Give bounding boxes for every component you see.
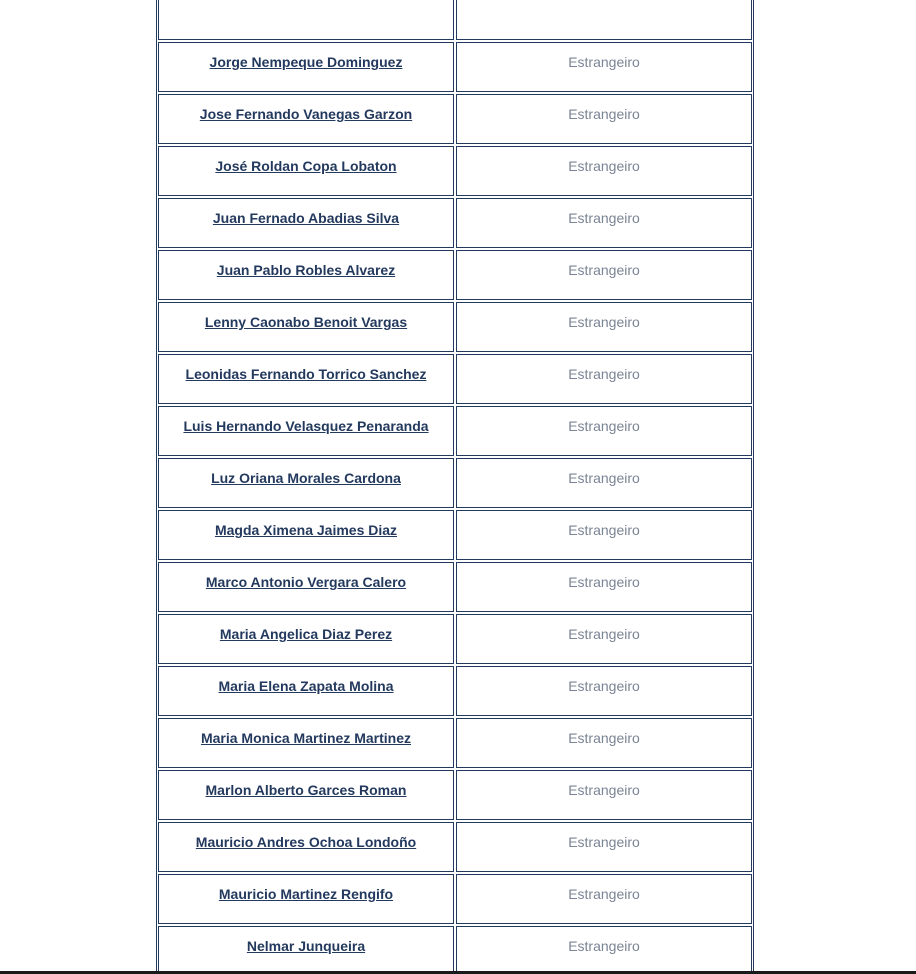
table-row	[158, 94, 752, 144]
member-name-wrapper	[159, 563, 453, 590]
table-row	[158, 302, 752, 352]
member-origin-wrapper	[457, 303, 751, 330]
member-name-cell	[158, 0, 454, 40]
member-name-cell	[158, 302, 454, 352]
member-name-link[interactable]: Luis Hernando Velasquez Penaranda	[183, 418, 429, 434]
member-name-cell	[158, 614, 454, 664]
member-name-wrapper	[159, 823, 453, 850]
member-origin-label: Estrangeiro	[568, 782, 640, 798]
member-origin-label: Estrangeiro	[568, 158, 640, 174]
member-origin-cell	[456, 822, 752, 872]
table-row	[158, 510, 752, 560]
member-origin-label: Estrangeiro	[568, 418, 640, 434]
member-name-cell	[158, 42, 454, 92]
member-origin-label: Estrangeiro	[568, 106, 640, 122]
table-row	[158, 406, 752, 456]
member-origin-cell	[456, 0, 752, 40]
member-name-cell	[158, 770, 454, 820]
member-name-wrapper	[159, 303, 453, 330]
member-table-container	[156, 0, 754, 974]
member-origin-label: Estrangeiro	[568, 522, 640, 538]
member-name-cell	[158, 458, 454, 508]
member-name-wrapper	[159, 719, 453, 746]
member-origin-wrapper	[457, 147, 751, 174]
member-origin-wrapper	[457, 927, 751, 954]
table-row	[158, 562, 752, 612]
member-origin-wrapper	[457, 407, 751, 434]
member-origin-label: Estrangeiro	[568, 54, 640, 70]
member-origin-wrapper	[457, 771, 751, 798]
member-table-body	[158, 0, 752, 974]
member-origin-cell	[456, 198, 752, 248]
member-origin-wrapper	[457, 0, 751, 2]
member-origin-label: Estrangeiro	[568, 314, 640, 330]
member-origin-cell	[456, 874, 752, 924]
member-origin-wrapper	[457, 95, 751, 122]
member-origin-cell	[456, 458, 752, 508]
member-name-wrapper	[159, 407, 453, 434]
table-row	[158, 458, 752, 508]
member-name-link[interactable]: Mauricio Andres Ochoa Londoño	[195, 834, 417, 850]
member-origin-cell	[456, 510, 752, 560]
member-origin-label: Estrangeiro	[568, 210, 640, 226]
table-row	[158, 874, 752, 924]
member-name-wrapper	[159, 511, 453, 538]
member-origin-cell	[456, 302, 752, 352]
table-row	[158, 770, 752, 820]
member-origin-label: Estrangeiro	[568, 678, 640, 694]
member-name-cell	[158, 146, 454, 196]
member-origin-cell	[456, 94, 752, 144]
member-origin-wrapper	[457, 667, 751, 694]
member-name-link[interactable]: Jorge Nempeque Dominguez	[209, 54, 403, 70]
member-name-cell	[158, 406, 454, 456]
member-name-wrapper	[159, 0, 453, 2]
member-origin-label: Estrangeiro	[568, 730, 640, 746]
member-name-wrapper	[159, 43, 453, 70]
member-name-cell	[158, 94, 454, 144]
member-name-cell	[158, 562, 454, 612]
member-name-link[interactable]: Marlon Alberto Garces Roman	[205, 782, 407, 798]
member-origin-wrapper	[457, 199, 751, 226]
member-name-link[interactable]: Maria Elena Zapata Molina	[218, 678, 394, 694]
member-name-link[interactable]: Maria Angelica Diaz Perez	[219, 626, 393, 642]
member-name-link[interactable]: Jose Fernando Vanegas Garzon	[199, 106, 413, 122]
member-origin-wrapper	[457, 251, 751, 278]
member-origin-cell	[456, 354, 752, 404]
member-name-link[interactable]: Leonidas Fernando Torrico Sanchez	[185, 366, 427, 382]
member-name-wrapper	[159, 199, 453, 226]
table-row	[158, 146, 752, 196]
member-name-link[interactable]: Nelmar Junqueira	[246, 938, 366, 954]
member-origin-label: Estrangeiro	[568, 470, 640, 486]
member-name-link[interactable]: Luz Oriana Morales Cardona	[211, 470, 401, 486]
member-origin-cell	[456, 770, 752, 820]
table-row	[158, 822, 752, 872]
member-name-wrapper	[159, 251, 453, 278]
member-name-wrapper	[159, 927, 453, 954]
member-name-cell	[158, 926, 454, 974]
member-origin-label: Estrangeiro	[568, 834, 640, 850]
member-name-wrapper	[159, 459, 453, 486]
member-name-cell	[158, 822, 454, 872]
member-origin-label: Estrangeiro	[568, 626, 640, 642]
table-row	[158, 666, 752, 716]
member-name-cell	[158, 510, 454, 560]
member-origin-cell	[456, 42, 752, 92]
member-origin-cell	[456, 146, 752, 196]
table-row	[158, 614, 752, 664]
member-name-link[interactable]: Mauricio Martinez Rengifo	[218, 886, 394, 902]
member-origin-cell	[456, 614, 752, 664]
member-origin-cell	[456, 406, 752, 456]
member-name-wrapper	[159, 615, 453, 642]
member-name-cell	[158, 354, 454, 404]
member-origin-wrapper	[457, 719, 751, 746]
member-origin-cell	[456, 562, 752, 612]
member-origin-label: Estrangeiro	[568, 366, 640, 382]
member-name-wrapper	[159, 355, 453, 382]
member-name-link[interactable]: Juan Pablo Robles Alvarez	[216, 262, 396, 278]
table-row	[158, 250, 752, 300]
member-name-wrapper	[159, 667, 453, 694]
member-name-cell	[158, 250, 454, 300]
member-name-link[interactable]: Marco Antonio Vergara Calero	[205, 574, 407, 590]
member-origin-wrapper	[457, 823, 751, 850]
member-name-link[interactable]: Magda Ximena Jaimes Diaz	[214, 522, 398, 538]
table-row	[158, 718, 752, 768]
table-row	[158, 0, 752, 40]
member-origin-cell	[456, 718, 752, 768]
member-origin-wrapper	[457, 563, 751, 590]
member-name-link[interactable]: Lenny Caonabo Benoit Vargas	[204, 314, 408, 330]
member-origin-wrapper	[457, 511, 751, 538]
member-origin-cell	[456, 250, 752, 300]
table-row	[158, 198, 752, 248]
table-row	[158, 42, 752, 92]
member-name-link[interactable]: Juan Fernado Abadias Silva	[212, 210, 400, 226]
member-name-wrapper	[159, 771, 453, 798]
member-origin-cell	[456, 926, 752, 974]
member-name-cell	[158, 198, 454, 248]
member-origin-wrapper	[457, 875, 751, 902]
member-origin-label: Estrangeiro	[568, 262, 640, 278]
member-origin-label: Estrangeiro	[568, 886, 640, 902]
member-origin-wrapper	[457, 615, 751, 642]
member-origin-label: Estrangeiro	[568, 938, 640, 954]
member-origin-wrapper	[457, 43, 751, 70]
member-name-link[interactable]: Maria Monica Martinez Martinez	[200, 730, 412, 746]
member-name-cell	[158, 874, 454, 924]
member-table	[156, 0, 754, 974]
member-name-wrapper	[159, 95, 453, 122]
member-name-cell	[158, 666, 454, 716]
member-origin-cell	[456, 666, 752, 716]
member-name-link[interactable]: José Roldan Copa Lobaton	[215, 158, 397, 174]
table-row	[158, 926, 752, 974]
member-origin-wrapper	[457, 459, 751, 486]
table-row	[158, 354, 752, 404]
member-origin-wrapper	[457, 355, 751, 382]
member-name-wrapper	[159, 875, 453, 902]
member-origin-label: Estrangeiro	[568, 574, 640, 590]
member-name-cell	[158, 718, 454, 768]
member-name-wrapper	[159, 147, 453, 174]
